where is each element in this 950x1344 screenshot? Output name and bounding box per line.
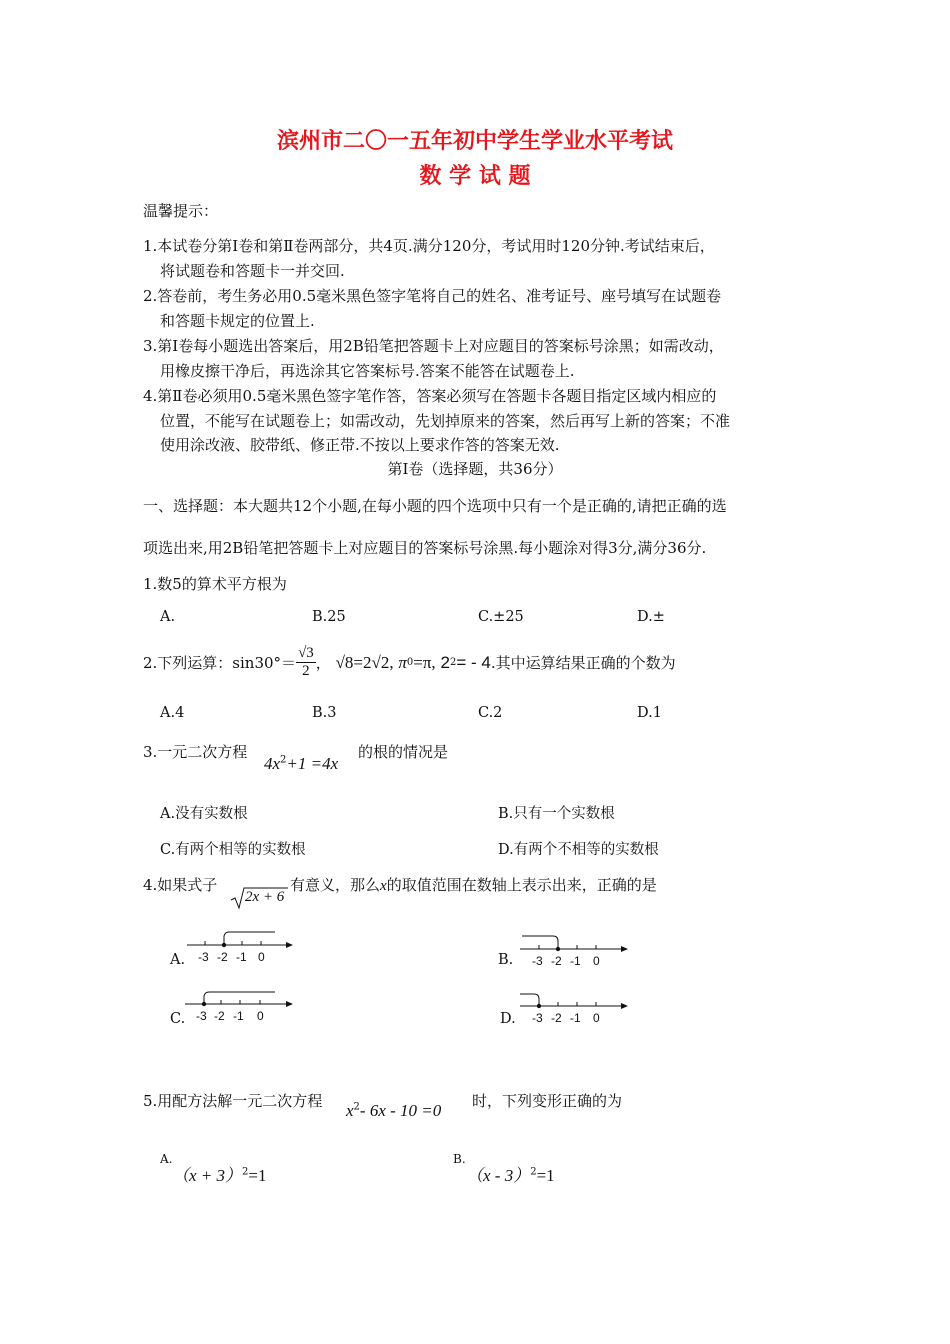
arrow-head bbox=[621, 946, 628, 952]
q3-eq-a: 4x bbox=[264, 754, 281, 773]
tip-2-line2: 和答题卡规定的位置上. bbox=[160, 312, 315, 330]
tick-label: 0 bbox=[257, 1009, 264, 1023]
q2-option-d: D.1 bbox=[637, 705, 662, 721]
section-instruction-line2: 项选出来,用2B铅笔把答题卡上对应题目的答案标号涂黑.每小题涂对得3分,满分36分. bbox=[143, 539, 707, 557]
tick-label: -1 bbox=[570, 1011, 581, 1025]
q2-expr3-exp: 2 bbox=[449, 657, 457, 669]
q4-radical bbox=[230, 886, 288, 914]
tick-label: 0 bbox=[593, 954, 600, 968]
q5-suffix: 时，下列变形正确的为 bbox=[472, 1092, 623, 1110]
tip-2-line1: 2.答卷前，考生务必用0.5毫米黑色签字笔将自己的姓名、准考证号、座号填写在试题卷 bbox=[143, 287, 722, 305]
q3-option-b: B.只有一个实数根 bbox=[498, 806, 615, 822]
q5-a-rest: =1 bbox=[248, 1166, 267, 1185]
q2-prefix: 2.下列运算：sin30°＝ bbox=[143, 654, 297, 673]
q2-option-b: B.3 bbox=[312, 705, 337, 721]
tick-label: 0 bbox=[593, 1011, 600, 1025]
q4-option-c-numberline bbox=[183, 987, 295, 1025]
tick-label: -3 bbox=[532, 1011, 543, 1025]
tick-label: -1 bbox=[236, 950, 247, 964]
q3-option-c: C.有两个相等的实数根 bbox=[160, 842, 306, 858]
q4-option-d-numberline bbox=[518, 989, 630, 1027]
q2-frac-den: 2 bbox=[302, 663, 310, 680]
q2-expr2-base: π bbox=[398, 652, 407, 672]
section-instruction-line1: 一、选择题：本大题共12个小题,在每小题的四个选项中只有一个是正确的,请把正确的选 bbox=[143, 497, 727, 515]
q5-option-a-label: A. bbox=[160, 1152, 173, 1166]
tick-label: -1 bbox=[570, 954, 581, 968]
q5-option-b-label: B. bbox=[453, 1152, 466, 1166]
q4-option-b-numberline bbox=[518, 932, 630, 970]
q5-b-expr: （x - 3） bbox=[466, 1166, 531, 1185]
tick-label: -2 bbox=[214, 1009, 225, 1023]
tip-1-line2: 将试题卷和答题卡一并交回. bbox=[160, 262, 345, 280]
closed-endpoint bbox=[537, 1004, 541, 1008]
q4-suffix bbox=[290, 874, 657, 895]
q3-eq-exp: 2 bbox=[280, 754, 287, 766]
exam-subject: 数 学 试 题 bbox=[419, 163, 531, 189]
exam-title: 滨州市二〇一五年初中学生学业水平考试 bbox=[276, 128, 673, 154]
q2-expr3-base: 2 bbox=[440, 652, 450, 672]
q4-suffix-b: 的取值范围在数轴上表示出来，正确的是 bbox=[386, 876, 657, 894]
q3-eq-b: +1 =4x bbox=[286, 754, 339, 773]
tick-label: -3 bbox=[198, 950, 209, 964]
tip-3-line1: 3.第Ⅰ卷每小题选出答案后，用2B铅笔把答题卡上对应题目的答案标号涂黑；如需改动， bbox=[143, 337, 724, 355]
q1-option-b: B.25 bbox=[312, 609, 346, 625]
tip-3-line2: 用橡皮擦干净后，再选涂其它答案标号.答案不能答在试题卷上. bbox=[160, 362, 575, 380]
solution-bracket bbox=[522, 936, 558, 949]
q5-eq-exp: 2 bbox=[353, 1101, 360, 1113]
closed-endpoint bbox=[222, 943, 226, 947]
tip-4-line1: 4.第Ⅱ卷必须用0.5毫米黑色签字笔作答，答案必须写在答题卡各题目指定区域内相应的 bbox=[143, 387, 717, 405]
q5-prefix: 5.用配方法解一元二次方程 bbox=[143, 1092, 323, 1110]
q2-fraction bbox=[296, 645, 316, 681]
q4-option-a-numberline bbox=[185, 928, 295, 966]
arrow-head bbox=[621, 1003, 628, 1009]
tips-heading: 温馨提示： bbox=[143, 202, 219, 220]
q1-stem: 1.数5的算术平方根为 bbox=[143, 575, 287, 593]
q2-expr3-rest: = - 4 bbox=[456, 652, 491, 672]
q2-suffix: .其中运算结果正确的个数为 bbox=[490, 654, 676, 673]
q4-option-b-label: B. bbox=[498, 952, 514, 968]
arrow-head bbox=[286, 942, 293, 948]
q5-b-rest: =1 bbox=[536, 1166, 555, 1185]
q5-eq-b: - 6x - 10 =0 bbox=[359, 1101, 442, 1120]
q4-option-a-label: A. bbox=[170, 952, 186, 968]
tick-label: -1 bbox=[233, 1009, 244, 1023]
q5-option-b-expr bbox=[466, 1161, 555, 1186]
q4-option-c-label: C. bbox=[170, 1011, 186, 1027]
q3-option-a: A.没有实数根 bbox=[160, 806, 248, 822]
tick-label: -2 bbox=[551, 954, 562, 968]
q4-radical-content: 2x + 6 bbox=[245, 889, 285, 905]
closed-endpoint bbox=[556, 947, 560, 951]
q2-option-c: C.2 bbox=[478, 705, 503, 721]
q1-option-d: D.± bbox=[637, 609, 665, 625]
tip-1-line1: 1.本试卷分第Ⅰ卷和第Ⅱ卷两部分，共4页.满分120分，考试用时120分钟.考试结束后， bbox=[143, 237, 715, 255]
q5-eq-a: x bbox=[346, 1101, 354, 1120]
q5-b-exp: 2 bbox=[530, 1166, 537, 1178]
q2-stem: 2.下列运算：sin30°＝ $\frac{√3}{2}$ ， √8=2√2, π 0 =π, 2 2 = - 4 .其中运算结果正确的个数为 bbox=[143, 645, 676, 680]
q1-option-c: C.±25 bbox=[478, 609, 524, 625]
tick-label: -2 bbox=[551, 1011, 562, 1025]
tick-label: -3 bbox=[196, 1009, 207, 1023]
q3-suffix: 的根的情况是 bbox=[358, 743, 449, 761]
q2-expr1: √8=2√2, bbox=[335, 652, 394, 672]
q4-prefix: 4.如果式子 bbox=[143, 876, 218, 894]
q4-suffix-a: 有意义，那么 bbox=[290, 876, 381, 894]
q5-equation bbox=[346, 1101, 441, 1121]
tick-label: 0 bbox=[258, 950, 265, 964]
q3-option-d: D.有两个不相等的实数根 bbox=[498, 842, 659, 858]
q5-option-a-expr bbox=[172, 1161, 267, 1186]
q2-expr2-exp: 0 bbox=[406, 657, 414, 669]
tick-label: -2 bbox=[217, 950, 228, 964]
solution-bracket bbox=[520, 994, 539, 1006]
solution-bracket bbox=[224, 932, 275, 945]
tip-4-line2: 位置，不能写在试题卷上；如需改动，先划掉原来的答案，然后再写上新的答案；不准 bbox=[160, 412, 731, 430]
q4-var: x bbox=[380, 878, 387, 894]
q2-frac-num: √3 bbox=[296, 645, 316, 663]
q5-a-exp: 2 bbox=[242, 1166, 249, 1178]
closed-endpoint bbox=[202, 1002, 206, 1006]
q5-a-expr: （x + 3） bbox=[172, 1166, 243, 1185]
q4-option-d-label: D. bbox=[500, 1011, 516, 1027]
arrow-head bbox=[286, 1001, 293, 1007]
tick-label: -3 bbox=[532, 954, 543, 968]
q1-option-a: A. bbox=[160, 609, 176, 625]
q3-equation bbox=[264, 754, 338, 774]
section-heading: 第Ⅰ卷（选择题，共36分） bbox=[387, 460, 563, 478]
q3-prefix: 3.一元二次方程 bbox=[143, 743, 248, 761]
tip-4-line3: 使用涂改液、胶带纸、修正带.不按以上要求作答的答案无效. bbox=[160, 436, 560, 454]
q2-option-a: A.4 bbox=[160, 705, 185, 721]
q2-expr2-rest: =π, bbox=[413, 652, 436, 672]
